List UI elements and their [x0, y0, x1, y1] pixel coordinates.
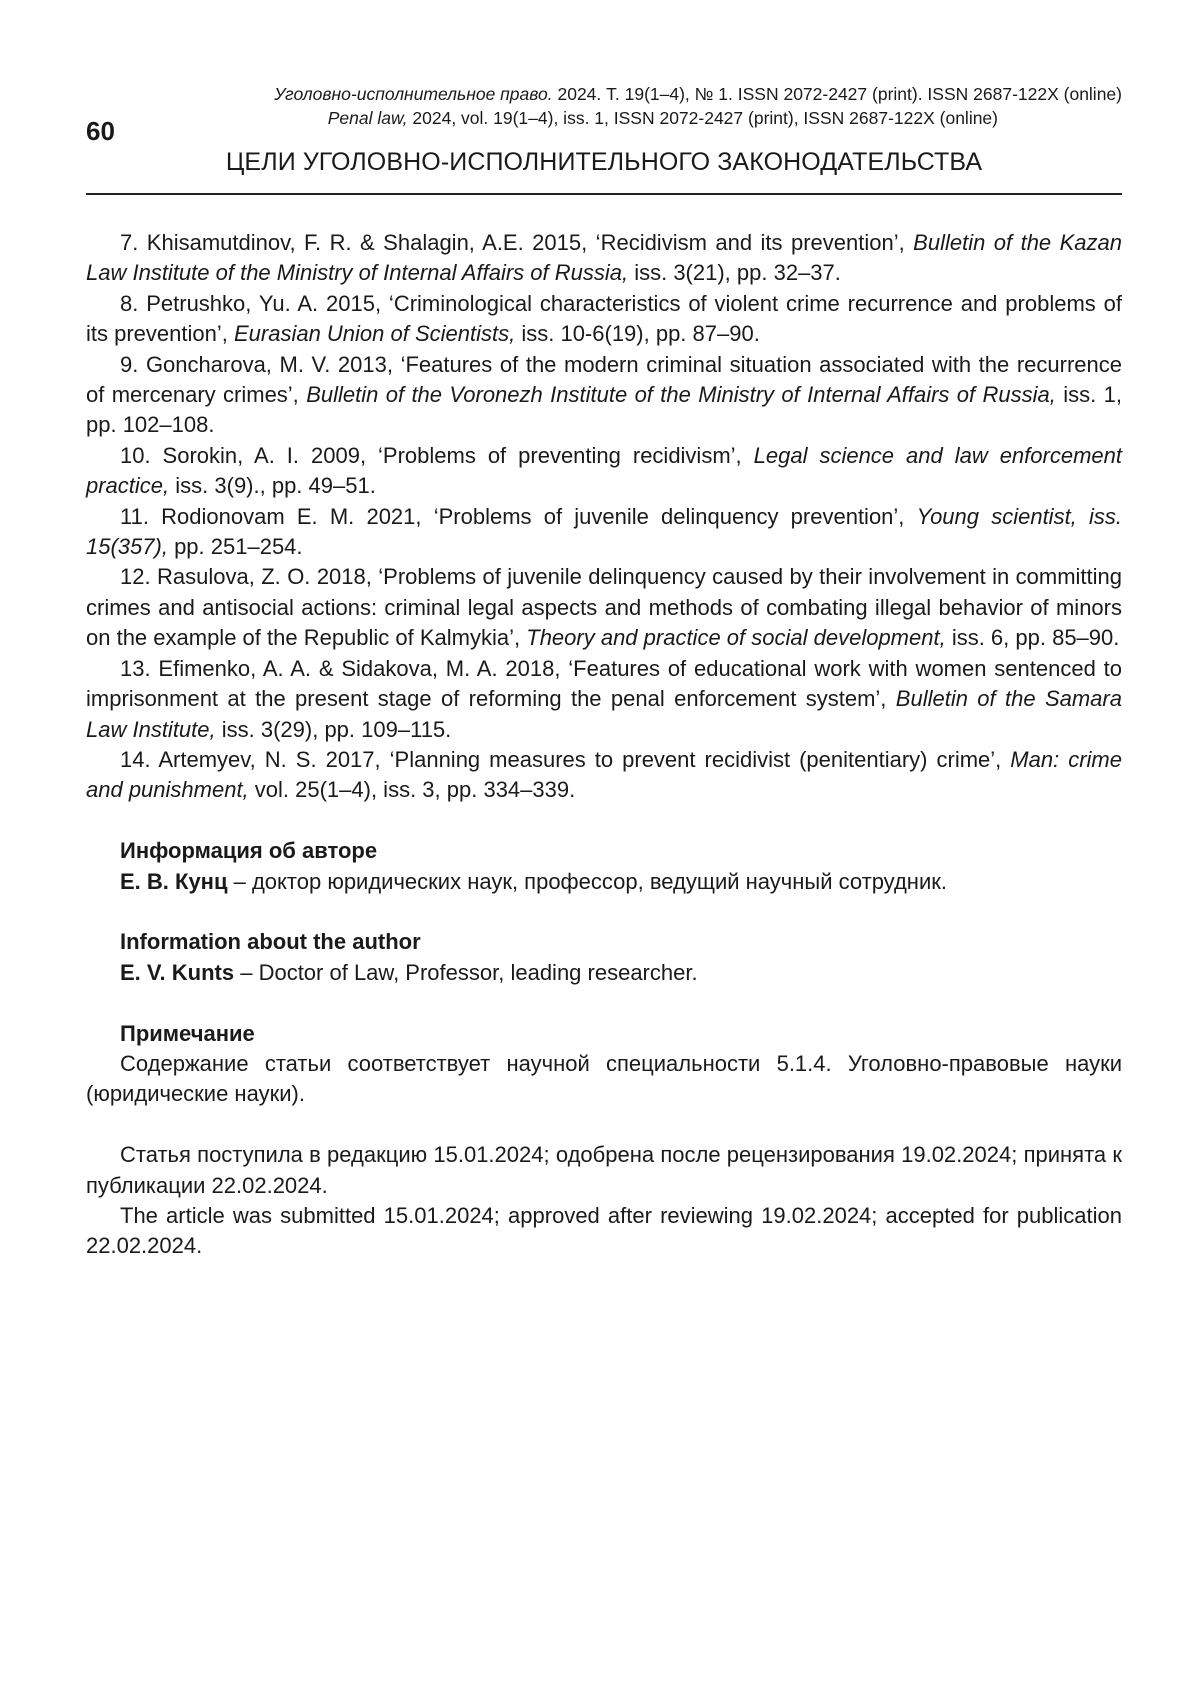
reference-source: Bulletin of the Samara Law Institute,: [86, 686, 1122, 742]
reference-source: Eurasian Union of Scientists,: [233, 321, 516, 347]
reference-source: Bulletin of the Voronezh Institute of the Ministry of Internal Affairs of Russia,: [306, 382, 1056, 408]
reference-text: 10. Sorokin, A. I. 2009, ‘Problems of preventing recidivism’,: [120, 442, 754, 468]
reference-text: 13. Efimenko, A. A. & Sidakova, M. A. 2018, ‘Features of educational work with women sentenced to imprisonment at the present stage of reforming the penal enforcement system’,: [86, 655, 1122, 712]
author-info-ru-heading: Информация об авторе: [120, 838, 378, 864]
reference-pages: iss. 6, pp. 85–90.: [945, 625, 1120, 651]
reference-pages: iss. 3(9)., pp. 49–51.: [169, 473, 376, 499]
author-info-ru: [86, 867, 1122, 897]
author-name-en: E. V. Kunts: [120, 959, 235, 985]
page-number: 60: [86, 116, 115, 146]
reference-source: Theory and practice of social development,: [526, 625, 946, 651]
note-text: Содержание статьи соответствует научной специальности 5.1.4. Уголовно-правовые науки (юридические науки).: [86, 1050, 1122, 1107]
reference-source: Bulletin of the Kazan Law Institute of the Ministry of Internal Affairs of Russia,: [86, 230, 1122, 286]
section-title: ЦЕЛИ УГОЛОВНО-ИСПОЛНИТЕЛЬНОГО ЗАКОНОДАТЕЛЬСТВА: [225, 148, 983, 176]
reference-source: Young scientist, iss. 15(357),: [86, 503, 1122, 560]
reference-pages: iss. 1, pp. 102–108.: [86, 382, 1122, 438]
reference-item: [86, 441, 1122, 502]
author-description-ru: – доктор юридических наук, профессор, ведущий научный сотрудник.: [227, 868, 947, 894]
reference-text: 14. Artemyev, N. S. 2017, ‘Planning measures to prevent recidivist (penitentiary) crime’,: [120, 746, 1011, 772]
reference-text: 11. Rodionovam E. M. 2021, ‘Problems of juvenile delinquency prevention’,: [120, 503, 917, 529]
reference-item: [86, 228, 1122, 289]
reference-item: [86, 350, 1122, 441]
journal-title-en: Penal law,: [327, 108, 408, 128]
author-name-ru: Е. В. Кунц: [120, 868, 228, 894]
page-content: [86, 228, 1122, 1262]
journal-citation-en: [86, 106, 1122, 130]
reference-pages: iss. 3(21), pp. 32–37.: [628, 260, 841, 286]
reference-item: [86, 289, 1122, 350]
journal-title-ru: Уголовно-исполнительное право.: [274, 84, 553, 104]
journal-citation-ru: [86, 82, 1124, 106]
reference-item: [86, 654, 1122, 745]
reference-item: [86, 745, 1122, 806]
reference-pages: pp. 251–254.: [167, 534, 303, 560]
reference-text: 8. Petrushko, Yu. A. 2015, ‘Criminological characteristics of violent crime recurrence and problems of its prevention’,: [86, 290, 1122, 347]
journal-details-en: 2024, vol. 19(1–4), iss. 1, ISSN 2072-2427 (print), ISSN 2687-122X (online): [407, 108, 998, 128]
reference-item: [86, 502, 1122, 563]
reference-pages: iss. 3(29), pp. 109–115.: [215, 716, 452, 742]
author-info-en: [86, 958, 1122, 988]
reference-source: Legal science and law enforcement practice,: [86, 442, 1122, 499]
author-description-en: – Doctor of Law, Professor, leading researcher.: [234, 959, 698, 985]
reference-text: 9. Goncharova, M. V. 2013, ‘Features of the modern criminal situation associated with the recurrence of mercenary crimes’,: [86, 351, 1122, 408]
reference-pages: vol. 25(1–4), iss. 3, pp. 334–339.: [248, 777, 576, 803]
reference-text: 12. Rasulova, Z. O. 2018, ‘Problems of juvenile delinquency caused by their involvement in committing crimes and antisocial actions: criminal legal aspects and methods of combating illegal behavior of minors on the example of the Republic of Kalmykia’,: [86, 564, 1122, 651]
reference-pages: iss. 10-6(19), pp. 87–90.: [515, 321, 760, 347]
reference-text: 7. Khisamutdinov, F. R. & Shalagin, A.E. 2015, ‘Recidivism and its prevention’,: [120, 230, 914, 255]
journal-details-ru: 2024. Т. 19(1–4), № 1. ISSN 2072-2427 (print). ISSN 2687-122X (online): [552, 84, 1122, 104]
header-divider: [86, 193, 1122, 195]
note-heading: Примечание: [120, 1020, 255, 1046]
reference-source: Man: crime and punishment,: [86, 746, 1122, 803]
dates-en: The article was submitted 15.01.2024; approved after reviewing 19.02.2024; accepted for publication 22.02.2024.: [86, 1202, 1122, 1259]
author-info-en-heading: Information about the author: [120, 929, 421, 955]
reference-item: [86, 562, 1122, 653]
dates-ru: Статья поступила в редакцию 15.01.2024; одобрена после рецензирования 19.02.2024; принята к публикации 22.02.2024.: [86, 1142, 1122, 1198]
